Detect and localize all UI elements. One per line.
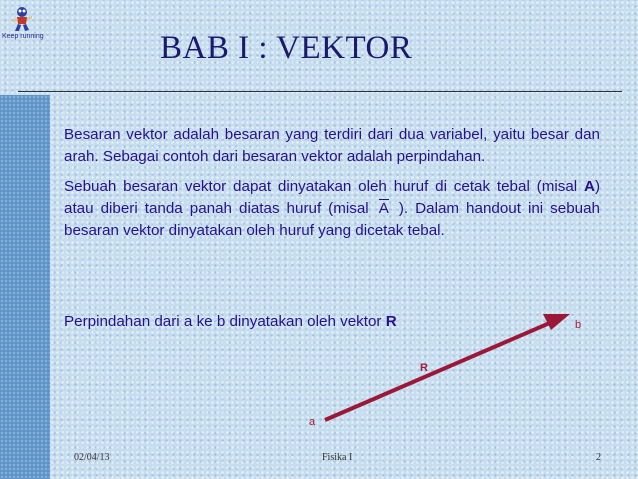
footer-page-number: 2: [596, 452, 601, 463]
slide-title: BAB I : VEKTOR: [160, 30, 413, 66]
point-a-label: a: [309, 416, 316, 428]
displacement-vector-symbol: R: [385, 313, 397, 330]
paragraph-definition: Besaran vektor adalah besaran yang terdiri dari dua variabel, yaitu besar dan arah. Sebagai contoh dari besaran vektor adalah perpindahan.: [64, 126, 600, 165]
vector-r-label: R: [420, 362, 428, 374]
vector-r-shaft: [325, 322, 552, 420]
point-b-label: b: [575, 319, 582, 331]
vector-r-arrowhead: [543, 314, 570, 330]
bold-vector-example: A: [583, 178, 595, 195]
notation-text-2: ) atau diberi tanda panah diatas huruf (misal: [64, 178, 600, 217]
logo-text: Keep running: [2, 33, 44, 40]
footer-course: Fisika I: [322, 452, 353, 463]
displacement-text: Perpindahan dari a ke b dinyatakan oleh vektor: [64, 313, 386, 330]
arrow-vector-symbol: A: [376, 198, 392, 220]
notation-text-1: Sebuah besaran vektor dapat dinyatakan oleh huruf di cetak tebal (misal: [64, 178, 584, 195]
notation-text-3: ). Dalam handout ini sebuah besaran vektor dinyatakan oleh huruf yang dicetak tebal.: [64, 200, 601, 239]
footer-date: 02/04/13: [74, 452, 110, 463]
